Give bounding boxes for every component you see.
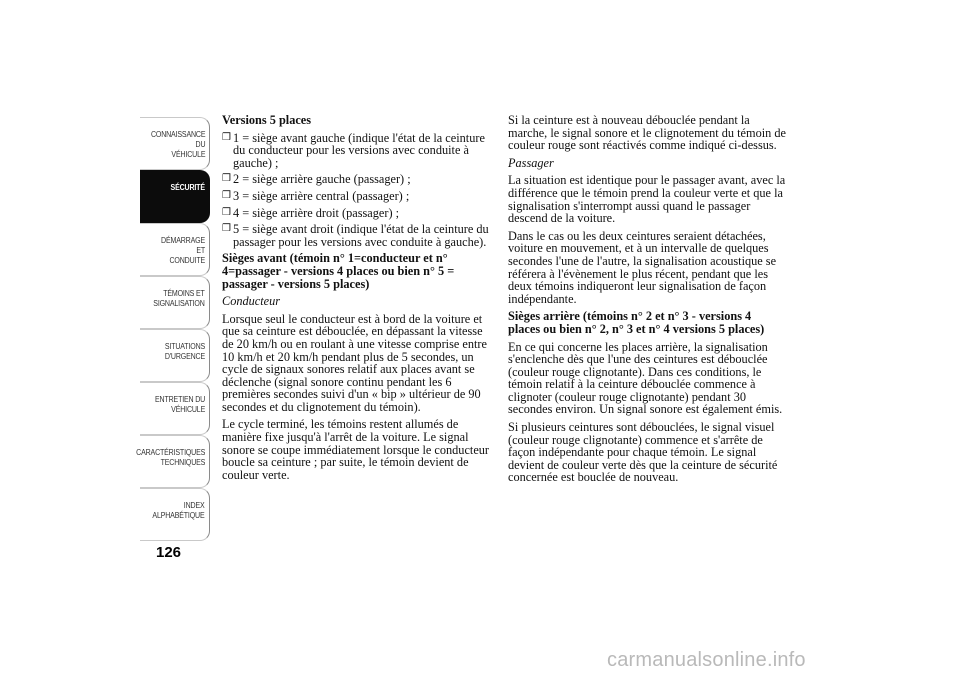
section-heading: Versions 5 places bbox=[222, 113, 312, 127]
list-item-text: 4 = siège arrière droit (passager) ; bbox=[233, 205, 400, 220]
paragraph: Si plusieurs ceintures sont débouclées, le signal visuel (couleur rouge clignotante) commence et s'arrête de façon indépendante pour chaque témoin. Le signal devient de couleur verte dès que la ceinture de sécurité concernée est bouclée de nouveau. bbox=[508, 420, 778, 485]
paragraph: Si la ceinture est à nouveau débouclée pendant la marche, le signal sonore et le clignotement du témoin de couleur rouge sont réactivés comme indiqué ci-dessus. bbox=[508, 113, 786, 153]
checkbox-bullet-icon: ❒ bbox=[222, 189, 231, 201]
page-number: 126 bbox=[156, 544, 182, 561]
tab-situations-d-urgence[interactable] bbox=[140, 329, 210, 382]
list-item bbox=[222, 190, 494, 203]
section-heading: Sièges avant (témoin n° 1=conducteur et n° 4=passager - versions 4 places ou bien n° 5 = passager - versions 5 places) bbox=[222, 251, 455, 291]
checkbox-bullet-icon: ❒ bbox=[222, 131, 231, 143]
tab-label: INDEX ALPHABÉTIQUE bbox=[152, 500, 205, 520]
paragraph: La situation est identique pour le passager avant, avec la différence que le témoin prend la couleur verte et que la signalisation s'interrompt aussi quand le passager descend de la voiture. bbox=[508, 173, 786, 226]
tab-label: ENTRETIEN DU VÉHICULE bbox=[154, 394, 205, 414]
checkbox-bullet-icon: ❒ bbox=[222, 206, 231, 218]
checkbox-bullet-icon: ❒ bbox=[222, 223, 231, 235]
tab-caracteristiques-techniques[interactable] bbox=[135, 435, 210, 488]
tab-label: SITUATIONS D'URGENCE bbox=[164, 341, 205, 361]
section-heading: Sièges arrière (témoins n° 2 et n° 3 - versions 4 places ou bien n° 2, n° 3 et n° 4 versions 5 places) bbox=[508, 309, 765, 336]
tab-label: TÉMOINS ET SIGNALISATION bbox=[153, 288, 205, 308]
watermark: carmanualsonline.info bbox=[607, 649, 806, 671]
tab-label: CARACTÉRISTIQUES TECHNIQUES bbox=[135, 447, 205, 467]
list-item bbox=[222, 223, 494, 248]
subheading: Passager bbox=[508, 155, 554, 170]
tab-connaissance-du-vehicule[interactable] bbox=[140, 117, 210, 170]
paragraph: En ce qui concerne les places arrière, la signalisation s'enclenche dès que l'une des ceintures est débouclée (couleur rouge clignotante). Dans ces conditions, le témoin relatif à la ceinture débouclée commence à clignoter (couleur rouge clignotante) pendant 30 secondes environ. Un signal sonore est également émis. bbox=[508, 339, 783, 417]
list-item-text: 2 = siège arrière gauche (passager) ; bbox=[233, 172, 411, 187]
tab-demarrage-et-conduite[interactable] bbox=[140, 223, 210, 276]
paragraph: Le cycle terminé, les témoins restent allumés de manière fixe jusqu'à l'arrêt de la voiture. Le signal sonore se coupe immédiatement lorsque le conducteur boucle sa ceinture ; par suite, le témoin devient de couleur verte. bbox=[222, 417, 490, 482]
tab-label: CONNAISSANCE DU VÉHICULE bbox=[150, 129, 205, 159]
right-column bbox=[508, 114, 786, 489]
tab-temoins-et-signalisation[interactable] bbox=[140, 276, 210, 329]
list-item-text: 3 = siège arrière central (passager) ; bbox=[233, 188, 410, 203]
list-item bbox=[222, 132, 494, 170]
tab-index-alphabetique[interactable] bbox=[140, 488, 210, 541]
list-item bbox=[222, 207, 494, 220]
subheading: Conducteur bbox=[222, 294, 281, 309]
tab-label: DÉMARRAGE ET CONDUITE bbox=[161, 235, 205, 265]
list-item bbox=[222, 173, 494, 186]
tab-securite[interactable] bbox=[140, 170, 210, 223]
list-item-text: 5 = siège avant droit (indique l'état de la ceinture du passager pour les versions avec conduite à gauche). bbox=[233, 222, 489, 249]
paragraph: Dans le cas ou les deux ceintures seraient détachées, voiture en mouvement, et à un intervalle de quelques secondes l'une de l'autre, la signalisation acoustique se référera à l'évènement le plus récent, pendant que les deux témoins indiqueront leur signalisation de façon indépendante. bbox=[508, 228, 777, 306]
left-column bbox=[222, 114, 494, 486]
tab-entretien-du-vehicule[interactable] bbox=[140, 382, 210, 435]
checkbox-bullet-icon: ❒ bbox=[222, 173, 231, 185]
tab-label: SÉCURITÉ bbox=[170, 182, 205, 192]
paragraph: Lorsque seul le conducteur est à bord de la voiture et que sa ceinture est débouclée, en dépassant la vitesse de 20 km/h ou en roulant à une vitesse comprise entre 10 km/h et 20 km/h pendant plus de 5 secondes, un cycle de signaux sonores relatif aux places avant se déclenche (signal sonore continu pendant les 6 premières secondes suivi d'un « bip » ultérieur de 90 secondes et du clignotement du témoin). bbox=[222, 311, 487, 414]
list-item-text: 1 = siège avant gauche (indique l'état de la ceinture du conducteur pour les versions avec conduite à gauche) ; bbox=[233, 130, 485, 170]
